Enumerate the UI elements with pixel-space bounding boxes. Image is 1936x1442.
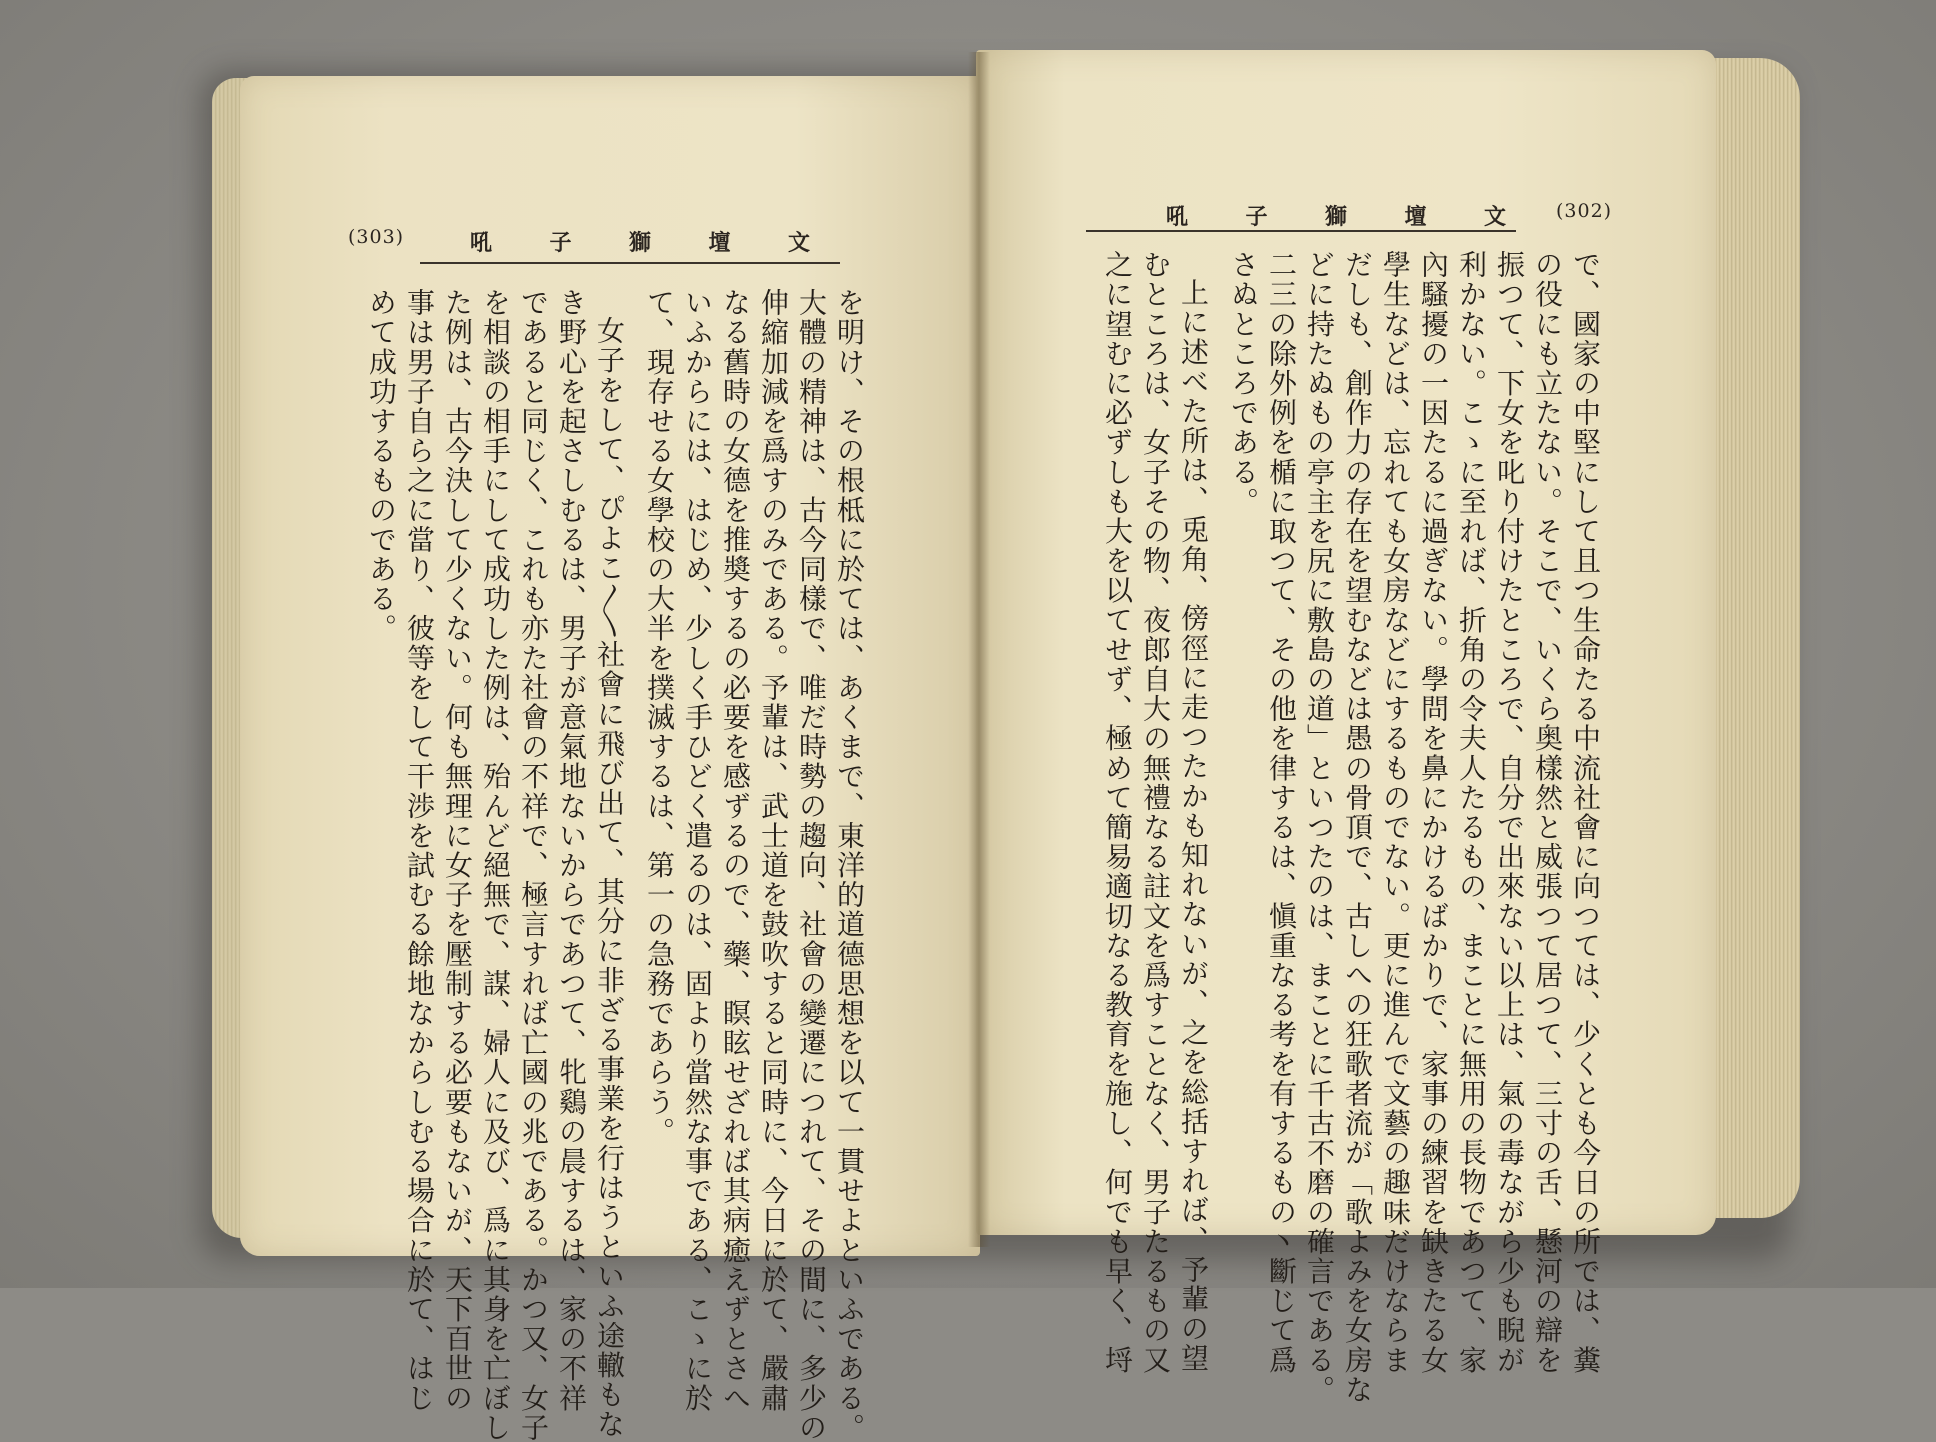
text-line: 利かない。こゝに至れば、折角の令夫人たるもの、まことに無用の長物であつて、家 [1455, 250, 1488, 1375]
text-line: き野心を起さしむるは、男子が意氣地ないからであつて、牝鷄の晨するは、家の不祥 [555, 288, 588, 1413]
text-line: めて成功するものである。 [365, 288, 398, 644]
running-head-char: 文 [787, 230, 810, 256]
text-line: 上に述べた所は、兎角、傍徑に走つたかも知れないが、之を総括すれば、予輩の望 [1177, 278, 1210, 1374]
right-page [976, 50, 1716, 1405]
head-rule [420, 262, 840, 264]
text-line: さぬところである。 [1227, 250, 1260, 517]
page-number: (303) [348, 226, 405, 248]
text-line: 女子をして、ぴよこ〳〵社會に飛び出て、其分に非ざる事業を行はうといふ途轍もな [593, 316, 626, 1440]
running-head-char: 吼 [1166, 204, 1189, 230]
text-line: の役にも立たない。そこで、いくら奥樣然と威張つて居つて、三寸の舌、懸河の辯を [1531, 250, 1564, 1375]
head-rule [1086, 230, 1516, 232]
running-head-char: 壇 [1404, 204, 1427, 230]
left-page-number [348, 226, 404, 248]
text-line: た例は、古今決して少くない。何も無理に女子を壓制する必要もないが、天下百世の [441, 288, 474, 1413]
text-line: て、現存せる女學校の大半を撲滅するは、第一の急務であらう。 [643, 288, 676, 1147]
right-page-number [1556, 200, 1612, 222]
text-line: 學生などは、忘れても女房などにするものでない。更に進んで文藝の趣味だけならま [1379, 250, 1412, 1375]
right-running-head [1166, 200, 1506, 231]
running-head-char: 子 [549, 230, 572, 256]
running-head-char: 吼 [470, 230, 493, 256]
text-line: 二三の除外例を楯に取つて、その他を律するは、愼重なる考を有するもの丶斷じて爲 [1265, 250, 1298, 1375]
text-line: どに持たぬもの亭主を尻に敷島の道」といつたのは、まことに千古不磨の確言である。 [1303, 250, 1336, 1405]
text-line: 內騷擾の一因たるに過ぎない。學問を鼻にかけるばかりで、家事の練習を缺きたる女 [1417, 250, 1450, 1375]
running-head-char: 壇 [708, 230, 731, 256]
left-page [240, 76, 980, 1442]
text-line: なる舊時の女德を推奬するの必要を感ずるので、藥、瞑眩せざれば其病癒えずとさへ [719, 288, 752, 1413]
running-head-char: 獅 [628, 230, 651, 256]
text-line: 大體の精神は、古今同樣で、唯だ時勢の趨向、社會の變遷につれて、その間に、多少の [795, 288, 828, 1442]
running-head-char: 子 [1245, 204, 1268, 230]
text-line: だしも、創作力の存在を望むなどは愚の骨頂で、古しへの狂歌者流が「歌よみを女房な [1341, 250, 1374, 1405]
text-line: いふからには、はじめ、少しく手ひどく遣るのは、固より當然な事である、こゝに於 [681, 288, 714, 1413]
text-line: 伸縮加減を爲すのみである。予輩は、武士道を鼓吹すると同時に、今日に於て、嚴肅 [757, 288, 790, 1413]
text-line: であると同じく、これも亦た社會の不祥で、極言すれば亡國の兆である。かつ又、女子 [517, 288, 550, 1442]
page-number: (302) [1556, 200, 1613, 222]
text-line: むところは、女子その物、夜郎自大の無禮なる註文を爲すことなく、男子たるもの又 [1139, 250, 1172, 1375]
running-head-char: 獅 [1324, 204, 1347, 230]
text-line: 振つて、下女を叱り付けたところで、自分で出來ない以上は、氣の毒ながら少も睨が [1493, 250, 1526, 1375]
running-head-char: 文 [1483, 204, 1506, 230]
text-line: を相談の相手にして成功した例は、殆んど絕無で、謀、婦人に及び、爲に其身を亡ぼし [479, 288, 512, 1442]
text-line: で、國家の中堅にして且つ生命たる中流社會に向つては、少くとも今日の所では、糞 [1569, 250, 1602, 1375]
left-running-head [470, 226, 810, 257]
text-line: を明け、その根柢に於ては、あくまで、東洋的道德思想を以て一貫せよといふである。 [833, 288, 866, 1442]
text-line: 事は男子自ら之に當り、彼等をして干渉を試むる餘地なからしむる場合に於て、はじ [403, 288, 436, 1413]
book-gutter [968, 52, 990, 1247]
text-line: 之に望むに必ずしも大を以てせず、極めて簡易適切なる教育を施し、何でも早く、埒 [1101, 250, 1134, 1375]
